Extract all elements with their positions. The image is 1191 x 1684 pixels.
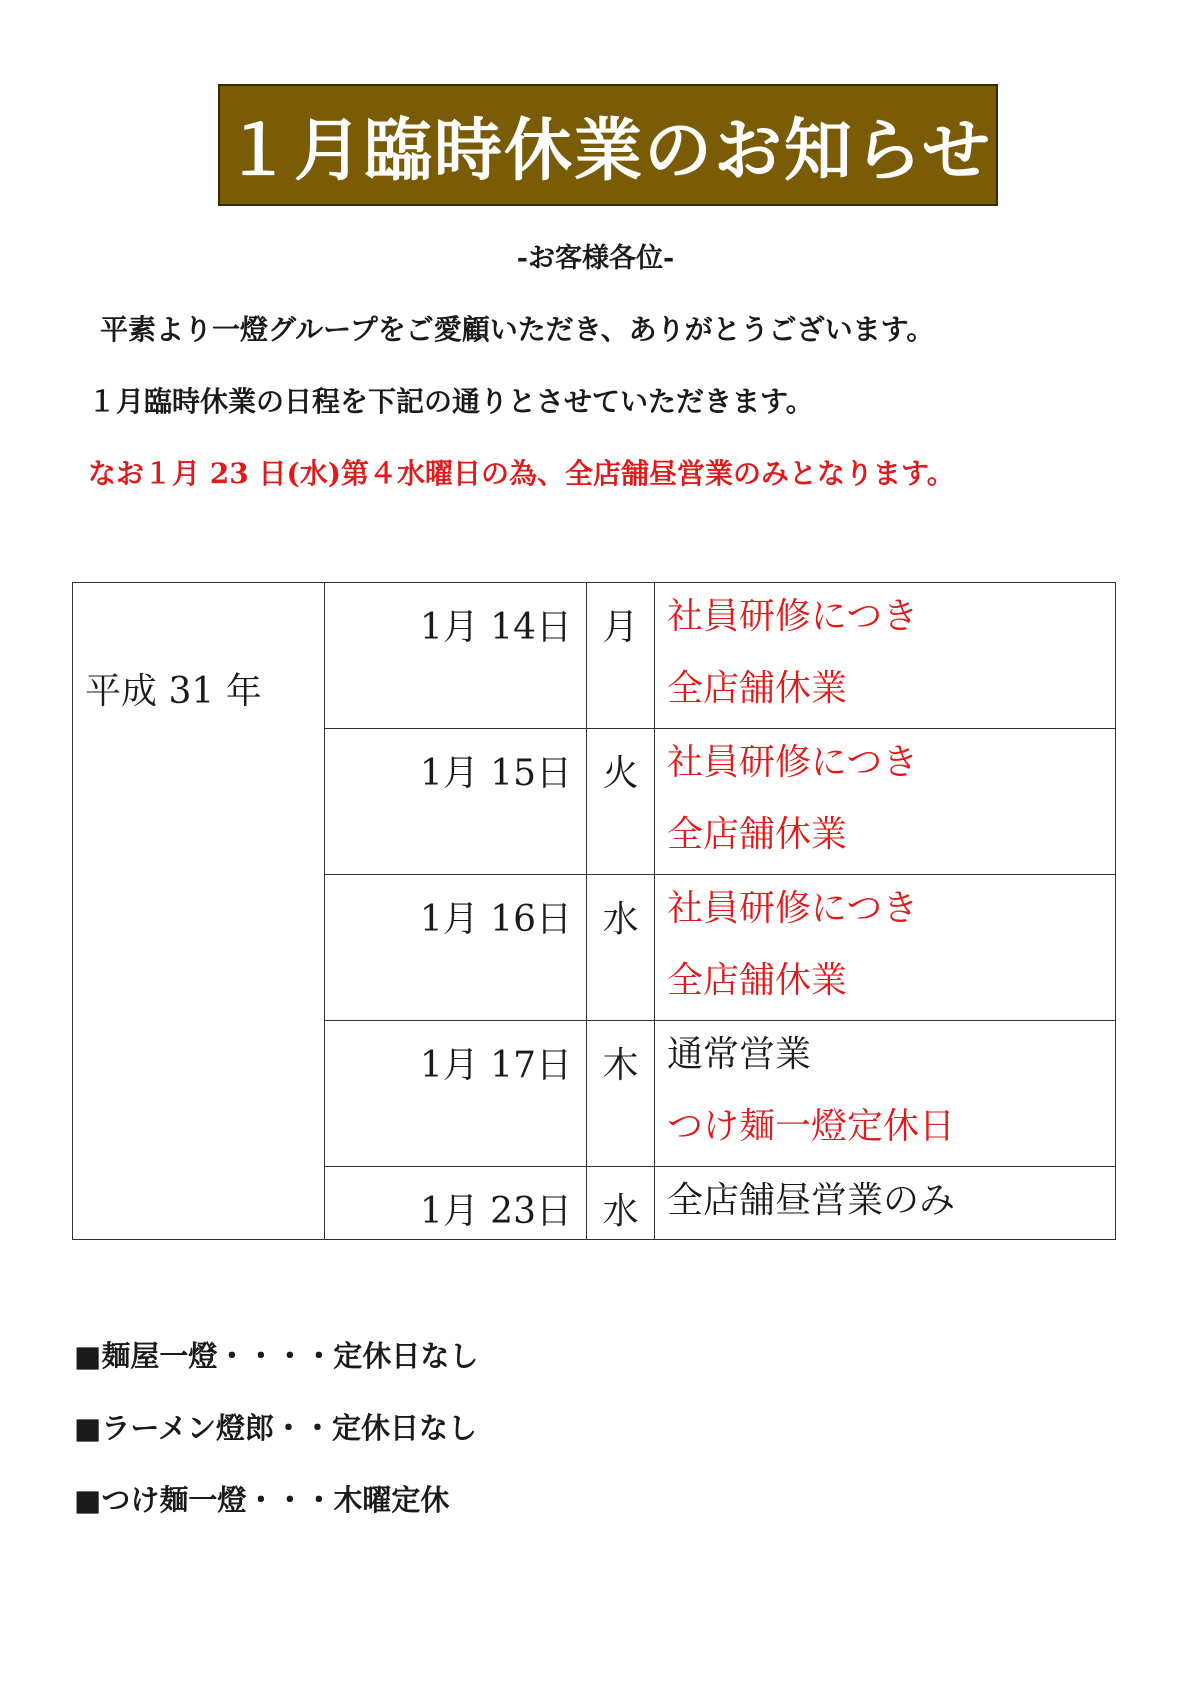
weekday-label: 水 xyxy=(602,899,639,940)
note-cell xyxy=(655,729,1116,875)
intro-line-2: １月臨時休業の日程を下記の通りとさせていただきます。 xyxy=(88,385,814,418)
note-line-2: 全店舗休業 xyxy=(667,814,848,855)
day-cell xyxy=(587,729,655,875)
date-label: 1月 14日 xyxy=(419,607,572,648)
note-line-2: 全店舗休業 xyxy=(667,668,848,709)
note-line-1: 全店舗昼営業のみ xyxy=(667,1180,956,1221)
year-label: 平成 31 年 xyxy=(85,671,262,712)
page-title: １月臨時休業のお知らせ xyxy=(224,110,992,191)
note-cell xyxy=(655,875,1116,1021)
salutation: -お客様各位- xyxy=(516,243,675,274)
note-line-1: 社員研修につき xyxy=(667,742,919,783)
day-cell xyxy=(587,583,655,729)
notice-red: なお１月 23 日(水)第４水曜日の為、全店舗昼営業のみとなります。 xyxy=(88,457,955,490)
note-cell xyxy=(655,583,1116,729)
note-line-2: つけ麺一燈定休日 xyxy=(667,1106,956,1147)
shop-item: ■麺屋一燈・・・・定休日なし xyxy=(74,1339,479,1373)
weekday-label: 水 xyxy=(602,1191,639,1232)
note-line-2: 全店舗休業 xyxy=(667,960,848,1001)
date-label: 1月 17日 xyxy=(419,1045,572,1086)
note-line-1: 社員研修につき xyxy=(667,596,919,637)
day-cell xyxy=(587,1021,655,1167)
weekday-label: 木 xyxy=(602,1045,639,1086)
title-banner xyxy=(218,84,998,206)
weekday-label: 火 xyxy=(602,753,639,794)
note-line-1: 社員研修につき xyxy=(667,888,919,929)
date-label: 1月 16日 xyxy=(419,899,572,940)
date-cell xyxy=(325,875,587,1021)
intro-line-1: 平素より一燈グループをご愛顧いただき、ありがとうございます。 xyxy=(100,313,935,346)
date-label: 1月 23日 xyxy=(419,1191,572,1232)
date-cell xyxy=(325,1167,587,1240)
note-line-1: 通常営業 xyxy=(667,1034,812,1075)
weekday-label: 月 xyxy=(602,607,639,648)
date-cell xyxy=(325,1021,587,1167)
note-cell xyxy=(655,1021,1116,1167)
year-cell xyxy=(73,583,325,1240)
schedule-table xyxy=(72,582,1116,1240)
day-cell xyxy=(587,1167,655,1240)
shop-item: ■ラーメン燈郎・・定休日なし xyxy=(74,1411,477,1445)
day-cell xyxy=(587,875,655,1021)
table-row xyxy=(73,583,1116,729)
shop-item: ■つけ麺一燈・・・木曜定休 xyxy=(74,1483,450,1517)
date-cell xyxy=(325,583,587,729)
note-cell xyxy=(655,1167,1116,1240)
date-label: 1月 15日 xyxy=(419,753,572,794)
date-cell xyxy=(325,729,587,875)
